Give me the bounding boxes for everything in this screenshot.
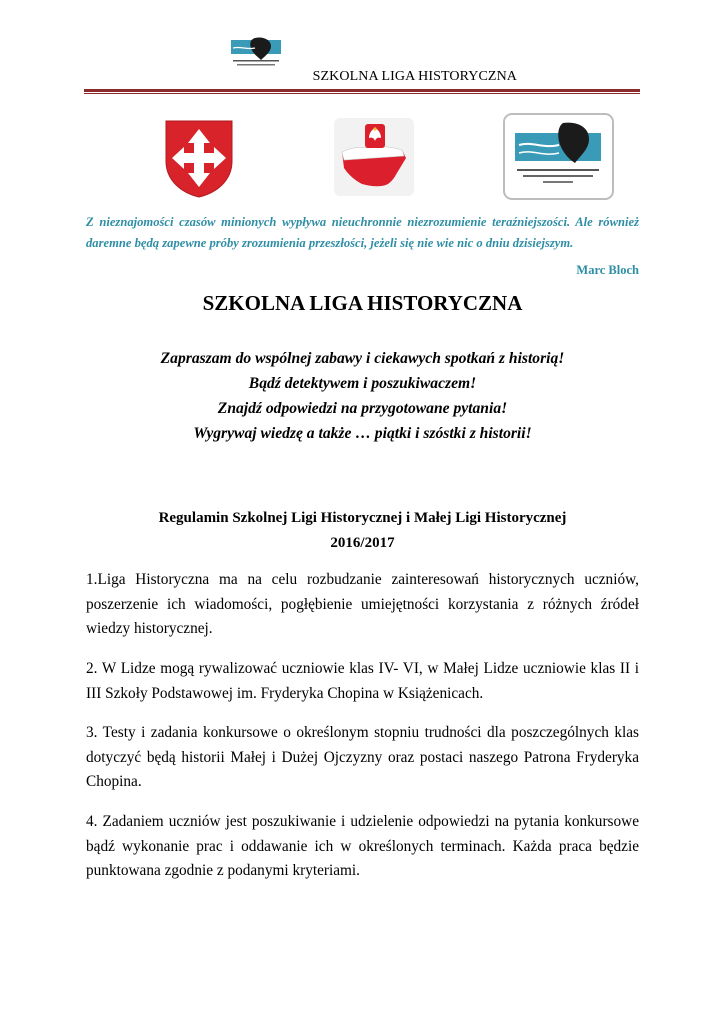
slogan-line: Bądź detektywem i poszukiwaczem! bbox=[248, 375, 477, 392]
header-rule-thin bbox=[84, 93, 640, 94]
polish-flag-map-icon bbox=[334, 118, 414, 196]
slogan-line: Znajdź odpowiedzi na przygotowane pytania! bbox=[217, 400, 508, 417]
school-logo-icon bbox=[227, 34, 285, 70]
regulations-title bbox=[0, 506, 725, 556]
slogans bbox=[0, 346, 725, 446]
coat-of-arms-icon bbox=[162, 117, 236, 199]
slogan-line: Zapraszam do wspólnej zabawy i ciekawych spotkań z historią! bbox=[160, 350, 565, 367]
regulations-title-line1: Regulamin Szkolnej Ligi Historycznej i Małej Ligi Historycznej bbox=[158, 510, 567, 526]
regulation-paragraph-2: 2. W Lidze mogą rywalizować uczniowie klas IV- VI, w Małej Lidze uczniowie klas II i III Szkoły Podstawowej im. Fryderyka Chopina w Książenicach. bbox=[86, 660, 639, 702]
regulation-paragraph-1: 1.Liga Historyczna ma na celu rozbudzanie zainteresowań historycznych uczniów, poszerzenie ich wiadomości, pogłębienie umiejętności korzystania z różnych źródeł wiedzy historycznej. bbox=[86, 571, 639, 637]
regulation-paragraph-3: 3. Testy i zadania konkursowe o określonym stopniu trudności dla poszczególnych klas dotyczyć będą historii Małej i Dużej Ojczyzny oraz postaci naszego Patrona Fryderyka Chopina. bbox=[86, 724, 639, 790]
epigraph-author: Marc Bloch bbox=[576, 263, 639, 277]
epigraph-quote: Z nieznajomości czasów minionych wypływa nieuchronnie niezrozumienie teraźniejszości. Ale również daremne będą zapewne próby zrozumienia przeszłości, jeżeli się nie wie nic o dniu dzisiejszym. bbox=[86, 215, 639, 250]
header-title: SZKOLNA LIGA HISTORYCZNA bbox=[312, 69, 517, 84]
header-rule bbox=[84, 89, 640, 92]
page-title: SZKOLNA LIGA HISTORYCZNA bbox=[202, 291, 523, 315]
regulations-year: 2016/2017 bbox=[330, 535, 395, 551]
regulation-paragraph-4: 4. Zadaniem uczniów jest poszukiwanie i udzielenie odpowiedzi na pytania konkursowe bądź wykonanie prac i oddawanie ich w określonych terminach. Każda praca będzie punktowana zgodnie z podanymi kryteriami. bbox=[86, 813, 639, 879]
slogan-line: Wygrywaj wiedzę a także … piątki i szóstki z historii! bbox=[193, 425, 532, 442]
school-emblem-icon bbox=[503, 113, 614, 200]
